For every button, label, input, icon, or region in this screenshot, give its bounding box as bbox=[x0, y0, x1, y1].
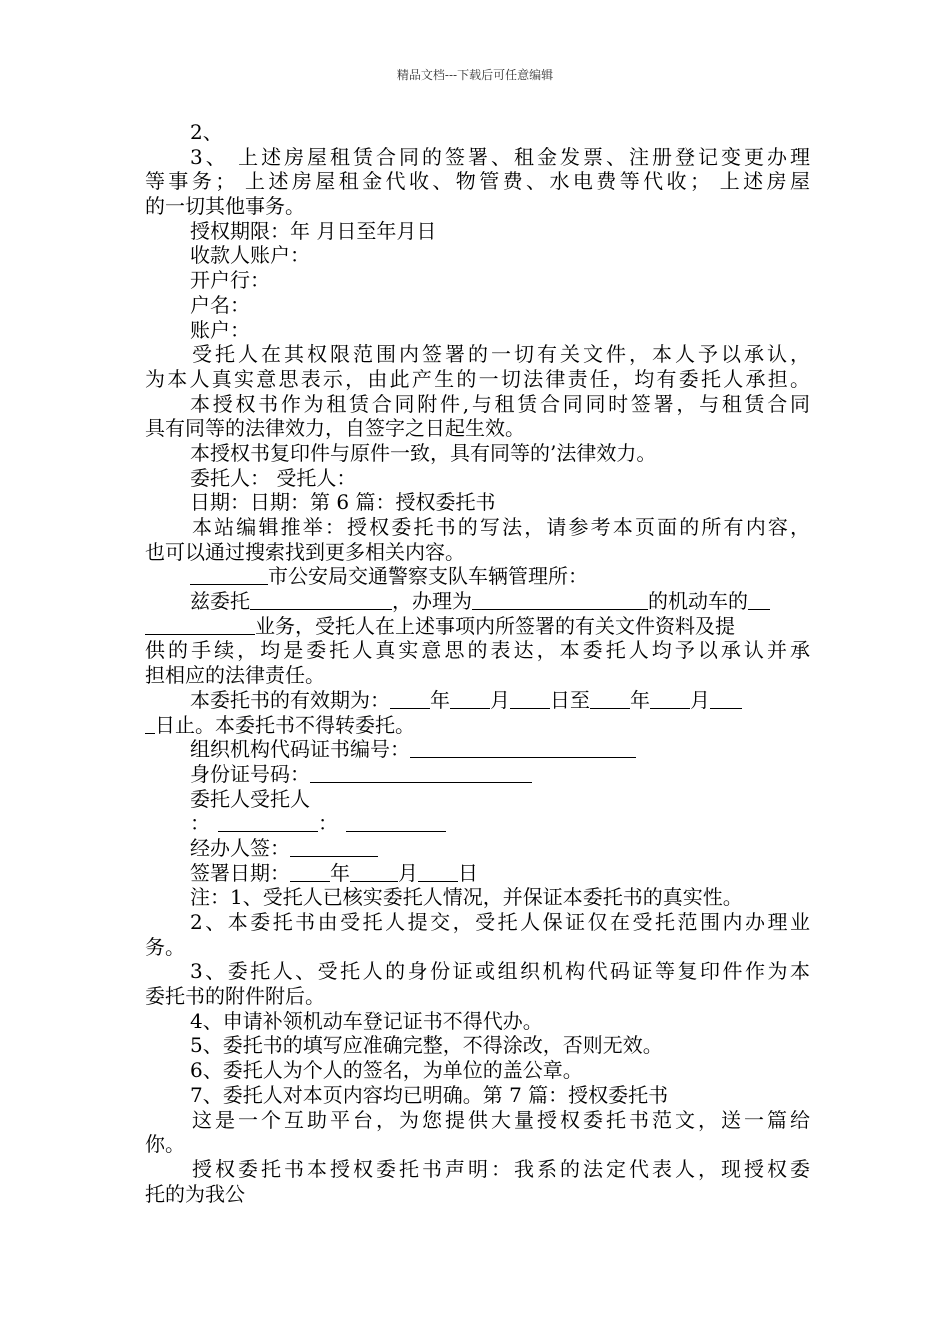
paragraph-line: 担相应的法律责任。 bbox=[145, 663, 325, 688]
blank-line bbox=[290, 863, 330, 882]
paragraph-line: 4、申请补领机动车登记证书不得代办。 bbox=[190, 1008, 543, 1033]
paragraph-line: 经办人签： bbox=[145, 836, 810, 861]
paragraph-line: 具有同等的法律效力，自签字之日起生效。 bbox=[145, 416, 525, 441]
paragraph-line: 户名： bbox=[190, 292, 250, 317]
paragraph-line: 3、 上述房屋租赁合同的签署、租金发票、注册登记变更办理 bbox=[190, 144, 810, 169]
paragraph-line: 委托人受托人 bbox=[190, 786, 310, 811]
paragraph-line: 供的手续，均是委托人真实意思的表达，本委托人均予以承认并承 bbox=[145, 638, 810, 663]
paragraph-line: 组织机构代码证书编号： bbox=[145, 737, 810, 762]
blank-line bbox=[290, 838, 378, 857]
blank-line bbox=[410, 739, 636, 758]
paragraph-line: 授权期限：年 月日至年月日 bbox=[190, 218, 437, 243]
paragraph-line: 收款人账户： bbox=[190, 243, 310, 268]
paragraph-line: 受托人在其权限范围内签署的一切有关文件，本人予以承认， bbox=[192, 342, 810, 367]
paragraph-line: 委托人： 受托人： bbox=[190, 465, 357, 490]
blank-line bbox=[190, 566, 268, 585]
blank-line bbox=[390, 690, 430, 709]
paragraph-line: 日止。本委托书不得转委托。 bbox=[145, 713, 810, 738]
paragraph-line: 托的为我公 bbox=[145, 1181, 245, 1206]
paragraph-line: 开户行： bbox=[190, 268, 270, 293]
paragraph-line: 本站编辑推举：授权委托书的写法，请参考本页面的所有内容， bbox=[192, 515, 810, 539]
blank-line bbox=[590, 690, 630, 709]
paragraph-line: 本委托书的有效期为： 年 月 日至 年 月 bbox=[145, 688, 810, 713]
blank-line bbox=[346, 813, 446, 832]
paragraph-line: 的一切其他事务。 bbox=[145, 194, 305, 219]
paragraph-line: 委托书的附件附后。 bbox=[145, 984, 325, 1009]
paragraph-line: 2、本委托书由受托人提交，受托人保证仅在受托范围内办理业 bbox=[190, 910, 810, 934]
paragraph-line: 签署日期： 年 月 日 bbox=[190, 860, 478, 885]
paragraph-line: 你。 bbox=[145, 1132, 185, 1157]
paragraph-line: 兹委托 ，办理为 的机动车的 bbox=[145, 589, 810, 614]
document-body bbox=[145, 120, 810, 1206]
paragraph-line: 身份证号码： bbox=[145, 762, 810, 787]
paragraph-line: 日期：日期：第 6 篇：授权委托书 bbox=[190, 490, 496, 515]
blank-line bbox=[418, 863, 458, 882]
paragraph-line: 2、 bbox=[190, 120, 223, 144]
blank-line bbox=[145, 616, 255, 635]
blank-line bbox=[710, 690, 742, 709]
paragraph-line: 这是一个互助平台，为您提供大量授权委托书范文，送一篇给 bbox=[192, 1107, 810, 1132]
paragraph-line: 为本人真实意思表示，由此产生的一切法律责任，均有委托人承担。 bbox=[145, 366, 810, 391]
paragraph-line: 本授权书作为租赁合同附件,与租赁合同同时签署，与租赁合同 bbox=[190, 391, 810, 416]
paragraph-line: 3、委托人、受托人的身份证或组织机构代码证等复印件作为本 bbox=[190, 959, 810, 984]
blank-line bbox=[472, 591, 648, 610]
paragraph-line: 务。 bbox=[145, 934, 185, 959]
paragraph-line: 7、委托人对本页内容均已明确。第 7 篇：授权委托书 bbox=[190, 1082, 669, 1107]
blank-line bbox=[218, 813, 318, 832]
blank-line bbox=[510, 690, 550, 709]
paragraph-line: 注：1、受托人已核实委托人情况，并保证本委托书的真实性。 bbox=[190, 885, 743, 910]
paragraph-line: 本授权书复印件与原件一致，具有同等的’法律效力。 bbox=[190, 440, 657, 465]
paragraph-line: ： ： bbox=[145, 811, 810, 836]
blank-line bbox=[450, 690, 490, 709]
page-header: 精品文档---下载后可任意编辑 bbox=[396, 68, 554, 82]
paragraph-line: 等事务； 上述房屋租金代收、物管费、水电费等代收； 上述房屋 bbox=[145, 169, 810, 194]
blank-line bbox=[350, 863, 398, 882]
paragraph-line: 6、委托人为个人的签名，为单位的盖公章。 bbox=[190, 1058, 583, 1083]
paragraph-line: 5、委托书的填写应准确完整，不得涂改，否则无效。 bbox=[190, 1033, 663, 1058]
blank-line bbox=[145, 715, 155, 734]
paragraph-line: 也可以通过搜索找到更多相关内容。 bbox=[145, 539, 465, 564]
paragraph-line: 市公安局交通警察支队车辆管理所： bbox=[145, 564, 810, 589]
blank-line bbox=[748, 591, 770, 610]
blank-line bbox=[310, 764, 532, 783]
blank-line bbox=[250, 591, 392, 610]
paragraph-line: 账户： bbox=[190, 317, 250, 342]
paragraph-line: 授权委托书本授权委托书声明：我系的法定代表人，现授权委 bbox=[192, 1156, 810, 1181]
blank-line bbox=[650, 690, 690, 709]
paragraph-line: 业务，受托人在上述事项内所签署的有关文件资料及提 bbox=[145, 614, 810, 639]
